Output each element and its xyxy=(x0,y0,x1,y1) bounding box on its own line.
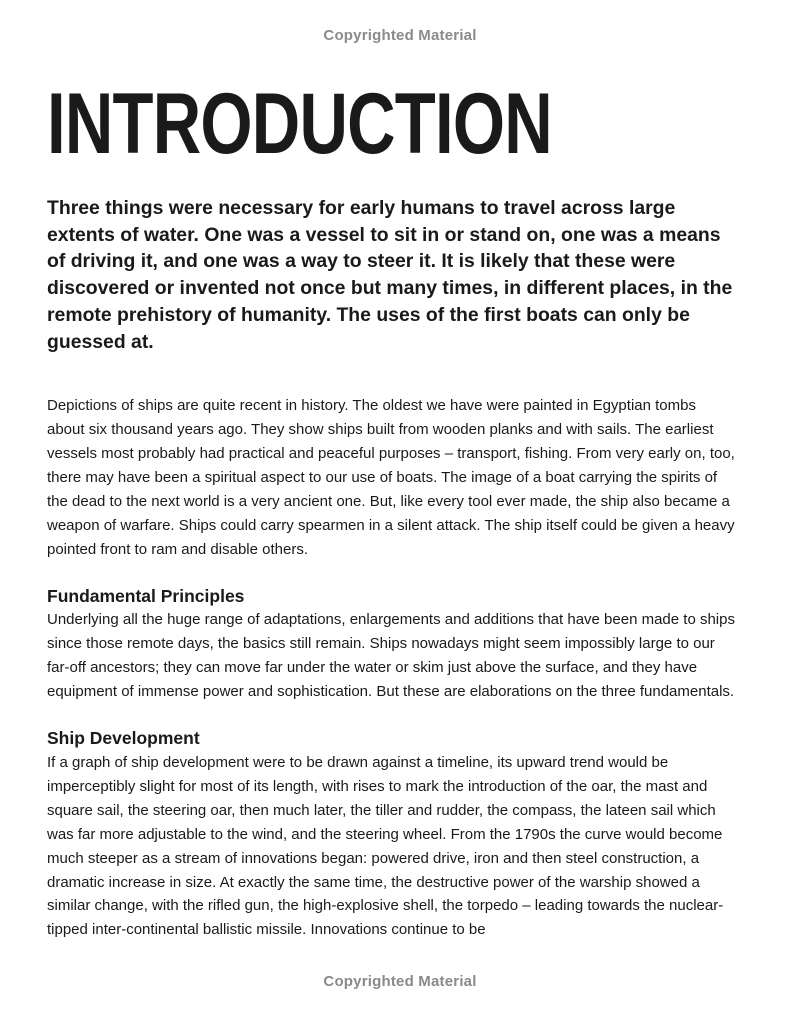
section-heading-fundamental-principles: Fundamental Principles xyxy=(47,585,245,606)
section-heading-ship-development: Ship Development xyxy=(47,728,200,749)
chapter-title: INTRODUCTION xyxy=(47,76,552,172)
copyright-watermark-top: Copyrighted Material xyxy=(323,27,477,44)
lead-paragraph: Three things were necessary for early humans to travel across large extents of water. One was a vessel to sit in or stand on, one was a means of driving it, and one was a way to steer it. It is likely that these were discovered or invented not once but many times, in different places, in the remote prehistory of humanity. The uses of the first boats can only be guessed at. xyxy=(47,197,733,353)
section-body-ship-development: If a graph of ship development were to be drawn against a timeline, its upward trend would be imperceptibly slight for most of its length, with rises to mark the introduction of the oar, the mast and square sail, the steering oar, then much later, the tiller and rudder, the compass, the lateen sail which was far more adjustable to the wind, and the steering wheel. From the 1790s the curve would become much steeper as a stream of innovations began: powered drive, iron and then steel construction, a dramatic increase in size. At exactly the same time, the destructive power of the warship showed a similar change, with the rifled gun, the high-explosive shell, the torpedo – leading towards the nuclear-tipped inter-continental ballistic missile. Innovations continue to be xyxy=(47,754,724,939)
intro-paragraph: Depictions of ships are quite recent in history. The oldest we have were painted in Egyptian tombs about six thousand years ago. They show ships built from wooden planks and with sails. The earliest vessels most probably had practical and peaceful purposes – transport, fishing. From very early on, too, there may have been a spiritual aspect to our use of boats. The image of a boat carrying the spirits of the dead to the next world is a very ancient one. But, like every tool ever made, the ship also became a weapon of warfare. Ships could carry spearmen in a silent attack. The ship itself could be given a heavy pointed front to ram and disable others. xyxy=(47,397,735,558)
page-content xyxy=(47,78,737,942)
copyright-watermark-bottom: Copyrighted Material xyxy=(323,973,477,990)
section-body-fundamental-principles: Underlying all the huge range of adaptations, enlargements and additions that have been made to ships since those remote days, the basics still remain. Ships nowadays might seem impossibly large to our far-off ancestors; they can move far under the water or skim just above the surface, and they have equipment of immense power and sophistication. But these are elaborations on the three fundamentals. xyxy=(47,611,735,701)
